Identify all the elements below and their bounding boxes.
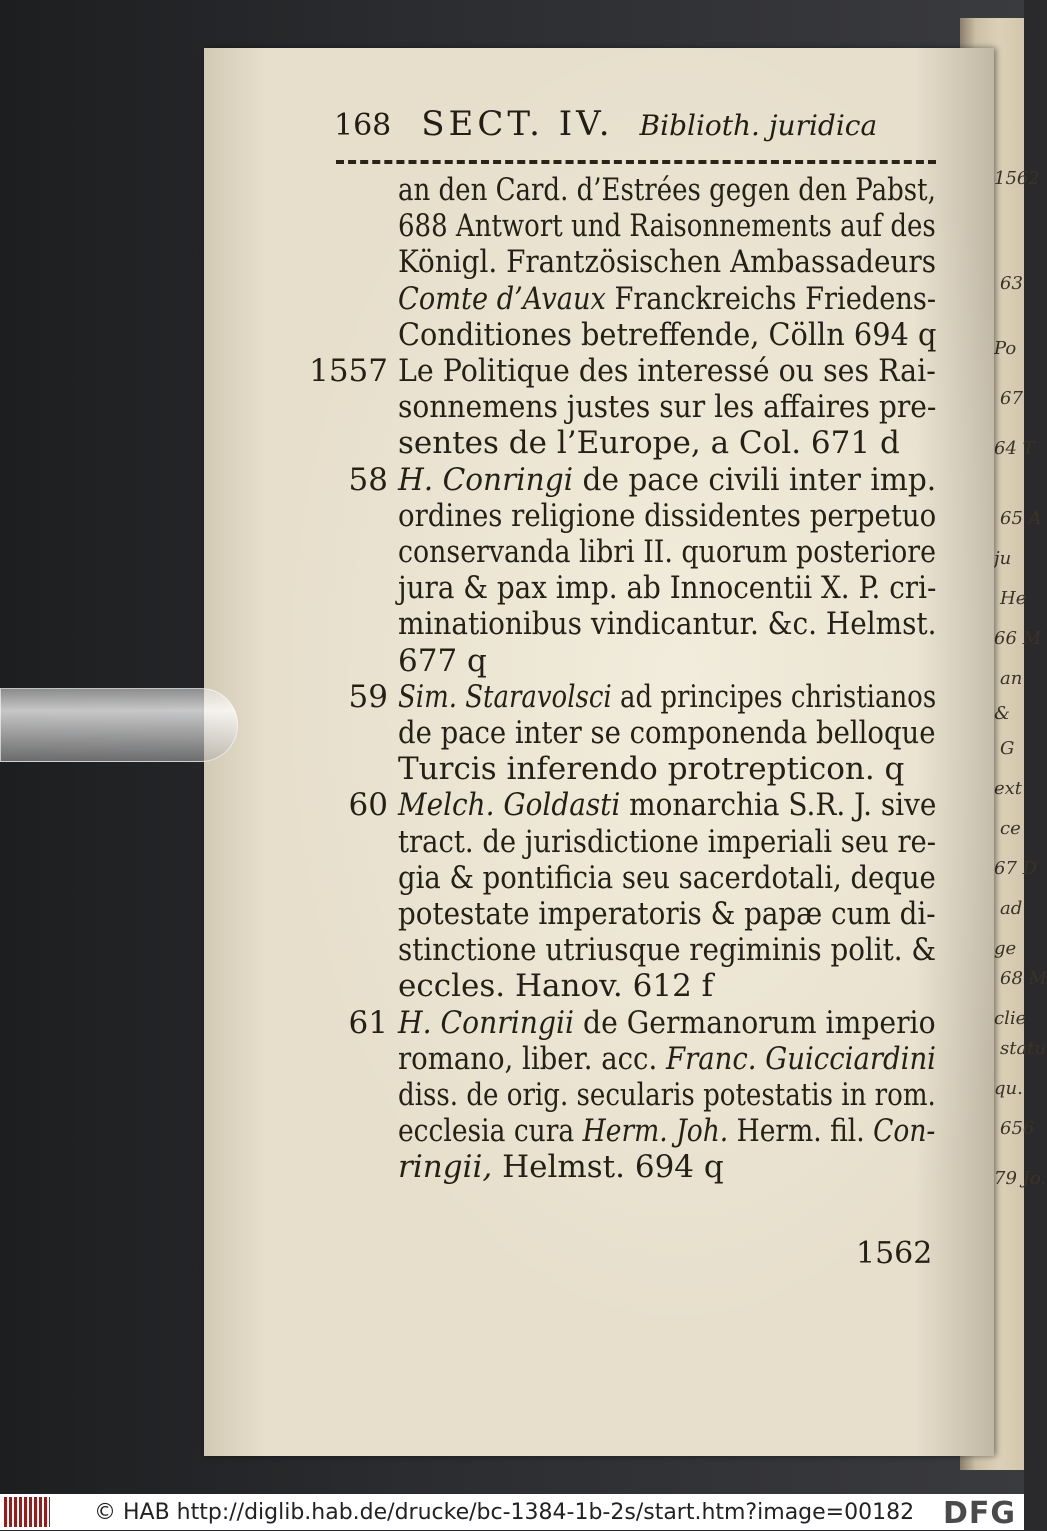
adjacent-page-fragment: 656: [1000, 1118, 1035, 1139]
entry-line: [398, 425, 900, 461]
entry-line: [398, 824, 936, 860]
entry-line: [398, 860, 936, 896]
entry-text: stinctione utriusque regiminis polit. &: [398, 932, 937, 969]
adjacent-page-fragment: 66 M: [994, 628, 1042, 649]
adjacent-page-fragment: an: [1000, 668, 1023, 689]
entry-text: eccles. Hanov. 612 f: [398, 968, 714, 1005]
entry-text: de pace inter se componenda belloque: [398, 715, 936, 751]
entry-text: ad principes christianos: [611, 678, 937, 715]
entry-text: sentes de l’Europe, a Col. 671 d: [398, 425, 900, 462]
adjacent-page-fragment: 67: [1000, 388, 1023, 409]
entry-line: [398, 643, 487, 679]
entry-line: [398, 498, 936, 534]
entry-line: [398, 317, 936, 353]
entry-line: [398, 172, 936, 208]
citation-text: © HAB http://diglib.hab.de/drucke/bc-1384-1b-2s/start.htm?image=00182: [94, 1499, 915, 1525]
adjacent-page-fragment: G: [1000, 738, 1015, 759]
entry-number: 59: [348, 678, 388, 715]
author-name: Comte d’Avaux: [398, 280, 606, 317]
entry-text: an den Card. d’Estrées gegen den Pabst,: [398, 172, 936, 208]
entry-line: [398, 462, 936, 498]
entry-text: sonnemens justes sur les affaires pre-: [398, 389, 937, 426]
adjacent-page-fragment: ad: [1000, 898, 1023, 919]
page-number: 168: [334, 108, 392, 143]
adjacent-page-fragment: 64 T: [994, 438, 1035, 459]
adjacent-page-fragment: 1562: [994, 168, 1040, 189]
entry-number: 60: [348, 787, 388, 824]
entry-line: [398, 751, 904, 787]
entry-line: [398, 389, 936, 425]
entry-line: [398, 932, 936, 968]
adjacent-page-fragment: He: [1000, 588, 1027, 609]
entry-text: minationibus vindicantur. &c. Helmst.: [398, 606, 937, 643]
adjacent-page-fragment: 65 A: [1000, 508, 1042, 529]
entry-line: [398, 896, 936, 932]
entry-line: [398, 208, 936, 244]
entry-text: diss. de orig. secularis potestatis in rom.: [398, 1077, 936, 1113]
author-name: Con-: [873, 1113, 936, 1150]
adjacent-page-fragment: qu.: [994, 1078, 1023, 1099]
author-name: Herm. Joh.: [582, 1113, 729, 1150]
author-name: H. Conringii: [398, 1004, 575, 1041]
dfg-logo: DFG: [942, 1496, 1016, 1531]
adjacent-page-fragment: statu: [1000, 1038, 1047, 1059]
author-name: ringii,: [398, 1149, 493, 1186]
page-holder-clip: [0, 688, 238, 762]
entry-line: [398, 1077, 936, 1113]
entry-line: [398, 570, 936, 606]
footer-bar: [0, 1494, 1024, 1530]
entry-text: conservanda libri II. quorum posteriore: [398, 534, 936, 570]
entry-text: potestate imperatoris & papæ cum di-: [398, 896, 936, 932]
entry-line: [398, 534, 936, 570]
adjacent-page-fragment: ju: [994, 548, 1012, 569]
author-name: Sim. Staravolsci: [398, 678, 612, 715]
author-name: Franc. Guicciardini: [665, 1040, 936, 1077]
adjacent-page-fragment: ce: [1000, 818, 1021, 839]
entry-text: romano, liber. acc.: [398, 1040, 666, 1077]
entry-text: tract. de jurisdictione imperiali seu re-: [398, 823, 937, 860]
adjacent-page-fragment: 63: [1000, 273, 1023, 294]
entry-number: 58: [348, 461, 388, 498]
adjacent-page-fragment: 67 D: [994, 858, 1038, 879]
entry-line: [398, 1005, 936, 1041]
entry-text: Turcis inferendo protrepticon. q: [398, 751, 905, 788]
entry-text: de pace civili inter imp.: [573, 461, 937, 498]
adjacent-page-fragment: clie: [994, 1008, 1027, 1029]
entry-line: [398, 353, 936, 389]
running-header: [334, 104, 934, 156]
section-title: SECT. IV.: [421, 104, 614, 144]
entry-text: monarchia S.R. J. sive: [620, 787, 937, 824]
entry-text: jura & pax imp. ab Innocentii X. P. cri-: [398, 570, 937, 607]
entry-text: Le Politique des interessé ou ses Rai-: [398, 353, 936, 389]
adjacent-page-fragment: &: [994, 703, 1011, 724]
entry-number: 61: [348, 1004, 388, 1041]
entry-line: [398, 787, 936, 823]
entry-line: [398, 679, 936, 715]
adjacent-page-fragment: ext: [994, 778, 1023, 799]
header-rule: [336, 160, 936, 164]
entry-text: Helmst. 694 q: [492, 1149, 724, 1186]
entry-text: Conditiones betreffende, Cölln 694 q: [398, 316, 937, 353]
author-name: Melch. Goldasti: [398, 787, 621, 824]
entry-line: [398, 715, 935, 751]
adjacent-page-fragment: 68 M: [1000, 968, 1047, 989]
running-title: Biblioth. juridica: [639, 109, 878, 142]
hab-logo-icon: [4, 1497, 50, 1527]
entry-text: 688 Antwort und Raisonnements auf des: [398, 208, 936, 245]
adjacent-page-fragment: Po: [994, 338, 1017, 359]
entry-text: de Germanorum imperio: [574, 1004, 936, 1041]
entry-line: [398, 1113, 935, 1149]
entry-line: [398, 281, 936, 317]
catchword: 1562: [856, 1236, 933, 1271]
entry-text: gia & pontificia seu sacerdotali, deque: [398, 859, 936, 896]
author-name: H. Conringi: [398, 461, 574, 498]
adjacent-page-fragment: 79 Jo.: [994, 1168, 1047, 1189]
entry-line: [398, 244, 936, 280]
entry-line: [398, 606, 936, 642]
entry-line: [398, 968, 713, 1004]
adjacent-page-fragment: ge: [994, 938, 1017, 959]
entry-text: 677 q: [398, 642, 487, 679]
entry-text: ordines religione dissidentes perpetuo: [398, 497, 937, 534]
entry-text: Königl. Frantzösischen Ambassadeurs: [398, 244, 936, 281]
entry-text: ecclesia cura: [398, 1113, 583, 1150]
entry-number: 1557: [309, 353, 388, 389]
entry-text: Franckreichs Friedens-: [605, 280, 937, 317]
entry-line: [398, 1041, 936, 1077]
entry-text: Herm. fil.: [728, 1113, 874, 1150]
entry-line: [398, 1149, 724, 1185]
